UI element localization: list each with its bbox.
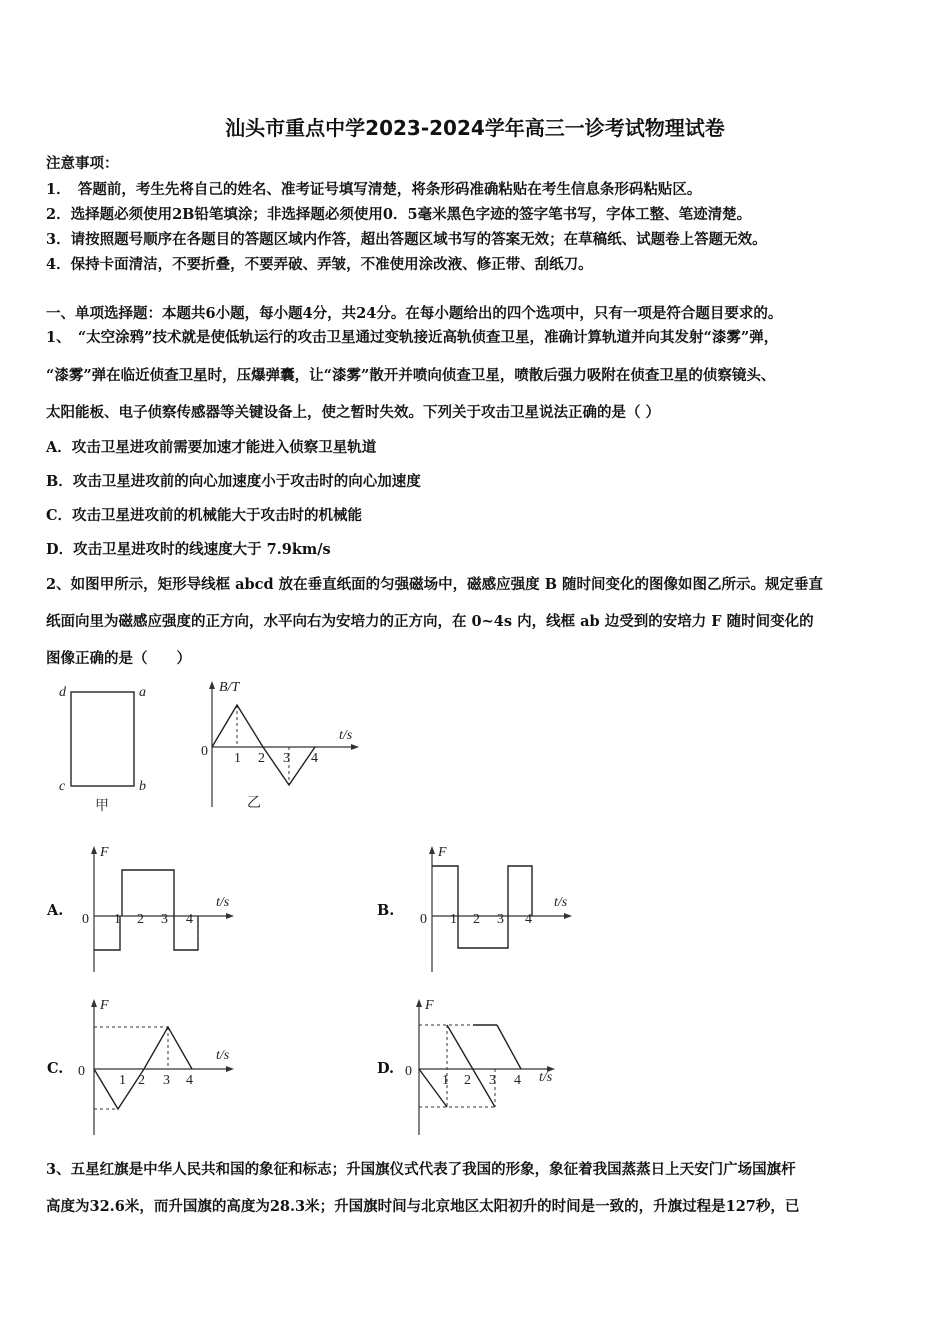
section-heading: 一、单项选择题：本题共6小题，每小题4分，共24分。在每小题给出的四个选项中，只有一项是符合题目要求的。 [46, 305, 783, 322]
tick-label: 1 [114, 912, 121, 927]
tick-label: 4 [525, 912, 532, 927]
tick-label: 2 [258, 751, 265, 766]
option-d-graph[interactable] [403, 995, 573, 1140]
origin-label: 0 [420, 912, 427, 927]
caption-yi: 乙 [247, 796, 261, 811]
x-arrow [564, 913, 572, 919]
y-arrow [209, 681, 215, 689]
tick-label: 1 [442, 1073, 449, 1088]
q1-option-b: B．攻击卫星进攻前的向心加速度小于攻击时的向心加速度 [46, 473, 421, 490]
corner-c: c [59, 779, 66, 794]
q1-stem-line: 太阳能板、电子侦察传感器等关键设备上，使之暂时失效。下列关于攻击卫星说法正确的是（ ） [46, 404, 661, 421]
tick-label: 3 [489, 1073, 496, 1088]
tick-label: 2 [464, 1073, 471, 1088]
tick-label: 3 [161, 912, 168, 927]
f-curve [94, 1027, 192, 1109]
q2-stem-line: 图像正确的是（ ） [46, 650, 191, 667]
y-label: B/T [219, 680, 240, 695]
option-a-graph[interactable] [78, 842, 248, 977]
y-arrow [429, 846, 435, 854]
x-label: t/s [339, 728, 353, 743]
tick-label: 1 [234, 751, 241, 766]
y-label: F [100, 998, 109, 1013]
q3-stem-line: 高度为32.6米，而升国旗的高度为28.3米；升国旗时间与北京地区太阳初升的时间是一致的，升旗过程是127秒，已 [46, 1198, 800, 1215]
x-arrow [351, 744, 359, 750]
tick-label: 2 [138, 1073, 145, 1088]
x-arrow [226, 913, 234, 919]
f-curve [432, 866, 458, 916]
f-curve [122, 870, 174, 916]
corner-a: a [139, 685, 146, 700]
q1-option-d: D．攻击卫星进攻时的线速度大于 7.9km/s [46, 541, 331, 558]
q1-stem-line: 1、 “太空涂鸦”技术就是使低轨运行的攻击卫星通过变轨接近高轨侦查卫星，准确计算轨道并向其发射“漆雾”弹， [46, 329, 779, 346]
option-b-graph[interactable] [416, 842, 586, 977]
notice-heading: 注意事项： [46, 155, 119, 172]
x-label: t/s [216, 1048, 230, 1063]
y-arrow [91, 846, 97, 854]
y-label: F [100, 845, 109, 860]
x-label: t/s [554, 895, 568, 910]
tick-label: 4 [186, 1073, 193, 1088]
wire-frame [71, 692, 134, 786]
y-arrow [416, 999, 422, 1007]
q2-stem-line: 2、如图甲所示，矩形导线框 abcd 放在垂直纸面的匀强磁场中，磁感应强度 B 随时间变化的图像如图乙所示。规定垂直 [46, 576, 824, 593]
option-a-label[interactable]: A. [47, 902, 64, 919]
f-curve [497, 1025, 521, 1069]
corner-d: d [59, 685, 66, 700]
q1-stem-line: “漆雾”弹在临近侦查卫星时，压爆弹囊，让“漆雾”散开并喷向侦查卫星，喷散后强力吸附在侦查卫星的侦察镜头、 [46, 367, 776, 384]
origin-label: 0 [201, 744, 208, 759]
corner-b: b [139, 779, 146, 794]
tick-label: 1 [450, 912, 457, 927]
tick-label: 2 [473, 912, 480, 927]
tick-label: 3 [283, 751, 290, 766]
x-arrow [226, 1066, 234, 1072]
option-c-graph[interactable] [78, 995, 248, 1140]
q1-option-c: C．攻击卫星进攻前的机械能大于攻击时的机械能 [46, 507, 363, 524]
y-label: F [438, 845, 447, 860]
caption-jia: 甲 [95, 799, 109, 814]
q2-stem-line: 纸面向里为磁感应强度的正方向，水平向右为安培力的正方向，在 0~4s 内，线框 ab 边受到的安培力 F 随时间变化的 [46, 613, 814, 630]
f-curve [447, 1025, 495, 1107]
x-label: t/s [216, 895, 230, 910]
page-title: 汕头市重点中学2023-2024学年高三一诊考试物理试卷 [225, 116, 725, 140]
option-b-label[interactable]: B. [377, 902, 395, 919]
figure-yi [195, 675, 370, 815]
y-label: F [425, 998, 434, 1013]
tick-label: 4 [514, 1073, 521, 1088]
f-curve [508, 866, 532, 916]
tick-label: 4 [311, 751, 318, 766]
tick-label: 3 [497, 912, 504, 927]
notice-item: 3．请按照题号顺序在各题目的答题区域内作答，超出答题区域书写的答案无效；在草稿纸、试题卷上答题无效。 [46, 231, 767, 248]
option-d-label[interactable]: D. [377, 1060, 395, 1077]
option-c-label[interactable]: C. [47, 1060, 64, 1077]
origin-label: 0 [405, 1064, 412, 1079]
q1-option-a: A．攻击卫星进攻前需要加速才能进入侦察卫星轨道 [46, 439, 377, 456]
notice-item: 1． 答题前，考生先将自己的姓名、准考证号填写清楚，将条形码准确粘贴在考生信息条形码粘贴区。 [46, 181, 702, 198]
notice-item: 2．选择题必须使用2B铅笔填涂；非选择题必须使用0．5毫米黑色字迹的签字笔书写，字体工整、笔迹清楚。 [46, 206, 752, 223]
tick-label: 4 [186, 912, 193, 927]
tick-label: 3 [163, 1073, 170, 1088]
b-curve [212, 705, 315, 785]
notice-item: 4．保持卡面清洁，不要折叠，不要弄破、弄皱，不准使用涂改液、修正带、刮纸刀。 [46, 256, 593, 273]
q3-stem-line: 3、五星红旗是中华人民共和国的象征和标志；升国旗仪式代表了我国的形象，象征着我国蒸蒸日上天安门广场国旗杆 [46, 1161, 796, 1178]
x-label: t/s [539, 1070, 553, 1085]
origin-label: 0 [82, 912, 89, 927]
figure-jia [55, 680, 165, 815]
y-arrow [91, 999, 97, 1007]
tick-label: 1 [119, 1073, 126, 1088]
tick-label: 2 [137, 912, 144, 927]
origin-label: 0 [78, 1064, 85, 1079]
